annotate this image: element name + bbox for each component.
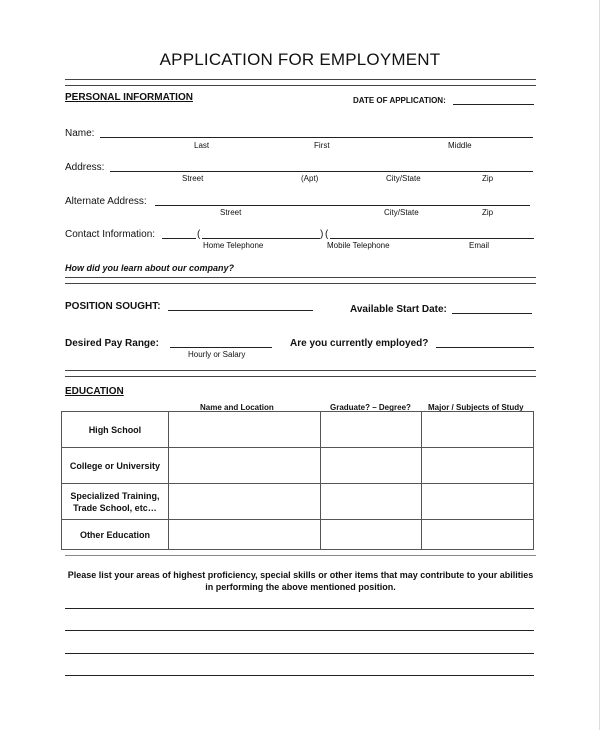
desired-pay-range-label: Desired Pay Range: (65, 338, 159, 349)
skills-answer-line[interactable] (65, 630, 534, 631)
name-field[interactable] (100, 137, 533, 138)
training-major-cell[interactable] (422, 484, 534, 520)
name-middle-caption: Middle (448, 141, 472, 150)
table-row (62, 412, 534, 448)
education-heading: EDUCATION (65, 386, 124, 397)
contact-spacer-line (162, 238, 196, 239)
table-row (62, 520, 534, 550)
row-label-other-education: Other Education (62, 520, 169, 550)
address-street-caption: Street (182, 174, 204, 183)
currently-employed-field[interactable] (436, 347, 534, 348)
position-sought-label: POSITION SOUGHT: (65, 301, 161, 312)
skills-answer-line[interactable] (65, 608, 534, 609)
row-label-specialized-training: Specialized Training, Trade School, etc… (62, 484, 169, 520)
high-school-major-cell[interactable] (422, 412, 534, 448)
address-label: Address: (65, 162, 105, 173)
desired-pay-range-field[interactable] (170, 347, 272, 348)
college-degree-cell[interactable] (320, 448, 422, 484)
row-label-high-school: High School (62, 412, 169, 448)
col-name-location: Name and Location (200, 403, 274, 412)
mobile-telephone-field[interactable] (330, 238, 534, 239)
available-start-date-label: Available Start Date: (350, 304, 447, 315)
personal-info-heading: PERSONAL INFORMATION (65, 92, 193, 103)
contact-info-label: Contact Information: (65, 229, 156, 240)
alt-street-caption: Street (220, 208, 242, 217)
table-row (62, 484, 534, 520)
address-city-caption: City/State (386, 174, 421, 183)
row-label-college: College or University (62, 448, 169, 484)
table-row (62, 448, 534, 484)
available-start-date-field[interactable] (452, 313, 532, 314)
high-school-degree-cell[interactable] (320, 412, 422, 448)
skills-answer-line[interactable] (65, 653, 534, 654)
form-title: APPLICATION FOR EMPLOYMENT (159, 50, 441, 69)
divider (65, 555, 536, 556)
mobile-telephone-caption: Mobile Telephone (327, 241, 390, 250)
position-sought-field[interactable] (168, 310, 313, 311)
divider (65, 277, 536, 284)
alternate-address-field[interactable] (155, 205, 530, 206)
alternate-address-label: Alternate Address: (65, 196, 147, 207)
home-phone-open-paren: ( (197, 229, 201, 240)
home-telephone-field[interactable] (202, 238, 320, 239)
other-major-cell[interactable] (422, 520, 534, 550)
alt-city-caption: City/State (384, 208, 419, 217)
other-name-cell[interactable] (168, 520, 320, 550)
college-major-cell[interactable] (422, 448, 534, 484)
hourly-or-salary-caption: Hourly or Salary (188, 350, 246, 359)
skills-answer-line[interactable] (65, 675, 534, 676)
high-school-name-cell[interactable] (168, 412, 320, 448)
currently-employed-label: Are you currently employed? (290, 338, 429, 349)
home-telephone-caption: Home Telephone (203, 241, 264, 250)
name-first-caption: First (314, 141, 330, 150)
date-of-application-label: DATE OF APPLICATION: (353, 96, 446, 105)
address-apt-caption: (Apt) (301, 174, 319, 183)
name-label: Name: (65, 128, 95, 139)
training-degree-cell[interactable] (320, 484, 422, 520)
skills-prompt: Please list your areas of highest proficiency, special skills or other items that may contribute to your abilities in performing the above mentioned position. (67, 570, 534, 592)
training-name-cell[interactable] (168, 484, 320, 520)
col-graduate-degree: Graduate? – Degree? (330, 403, 411, 412)
learn-about-company-question: How did you learn about our company? (65, 263, 235, 273)
home-phone-close-paren: ) (320, 229, 324, 240)
education-table (61, 411, 534, 550)
address-field[interactable] (110, 171, 533, 172)
date-of-application-field[interactable] (453, 104, 534, 105)
address-zip-caption: Zip (482, 174, 494, 183)
divider (65, 79, 536, 86)
alt-zip-caption: Zip (482, 208, 494, 217)
mobile-phone-open-paren: ( (325, 229, 329, 240)
divider (65, 370, 536, 377)
other-degree-cell[interactable] (320, 520, 422, 550)
email-caption: Email (469, 241, 490, 250)
name-last-caption: Last (194, 141, 210, 150)
college-name-cell[interactable] (168, 448, 320, 484)
col-major-subjects: Major / Subjects of Study (428, 403, 524, 412)
